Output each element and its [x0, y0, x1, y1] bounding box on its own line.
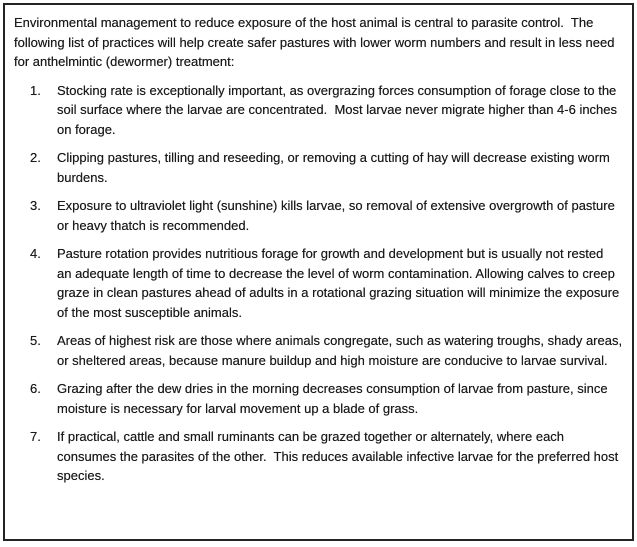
- document-border-box: [3, 3, 634, 541]
- list-item: [14, 196, 623, 235]
- practice-line: Grazing after the dew dries in the morning decreases consumption of larvae from pasture, since: [57, 381, 608, 396]
- list-item-number: 4.: [30, 246, 41, 261]
- list-item: [14, 331, 623, 370]
- list-item-text: [57, 244, 623, 322]
- practice-line: Exposure to ultraviolet light (sunshine) kills larvae, so removal of extensive overgrowth of pasture: [57, 198, 615, 213]
- practice-line: an adequate length of time to decrease the level of worm contamination. Allowing calves to creep: [57, 265, 615, 281]
- list-item-text: [57, 331, 623, 370]
- practice-line: of the most susceptible animals.: [57, 304, 242, 320]
- list-item: [14, 379, 623, 418]
- intro-line: for anthelmintic (dewormer) treatment:: [14, 54, 235, 69]
- list-item-number: 5.: [30, 333, 41, 348]
- list-item: [14, 244, 623, 322]
- practice-line: If practical, cattle and small ruminants can be grazed together or alternately, where each: [57, 429, 565, 444]
- list-item-text: [57, 427, 623, 486]
- practice-line: burdens.: [57, 169, 108, 185]
- practice-line: or sheltered areas, because manure buildup and high moisture are conducive to larvae survival.: [57, 352, 608, 368]
- list-item-number: 1.: [30, 82, 41, 98]
- list-item-text: [57, 196, 623, 235]
- practice-line: graze in clean pastures ahead of adults in a rotational grazing situation will minimize the exposure: [57, 285, 620, 300]
- practice-line: on forage.: [57, 121, 116, 137]
- practice-line: Stocking rate is exceptionally important, as overgrazing forces consumption of forage close to the: [57, 82, 617, 98]
- intro-line: Environmental management to reduce exposure of the host animal is central to parasite control. The: [14, 15, 594, 30]
- practice-line: moisture is necessary for larval movement up a blade of grass.: [57, 400, 419, 416]
- practice-line: or heavy thatch is recommended.: [57, 217, 250, 233]
- practice-line: Pasture rotation provides nutritious forage for growth and development but is usually not rested: [57, 246, 604, 261]
- list-item-number: 6.: [30, 381, 41, 396]
- practice-line: species.: [57, 468, 105, 483]
- list-item-text: [57, 81, 623, 140]
- list-item-number: 3.: [30, 198, 41, 213]
- list-item: [14, 81, 623, 140]
- intro-line: following list of practices will help create safer pastures with lower worm numbers and result in less need: [14, 34, 615, 50]
- list-item: [14, 427, 623, 486]
- practice-line: soil surface where the larvae are concentrated. Most larvae never migrate higher than 4-6 inches: [57, 102, 618, 117]
- list-item-number: 7.: [30, 429, 41, 444]
- list-item-number: 2.: [30, 150, 41, 165]
- practice-line: Clipping pastures, tilling and reseeding, or removing a cutting of hay will decrease existing worm: [57, 150, 610, 165]
- practices-list: [14, 81, 623, 486]
- list-item: [14, 148, 623, 187]
- intro-paragraph: [14, 13, 623, 72]
- practice-line: consumes the parasites of the other. This reduces available infective larvae for the preferred host: [57, 448, 619, 464]
- list-item-text: [57, 148, 623, 187]
- practice-line: Areas of highest risk are those where animals congregate, such as watering troughs, shady areas,: [57, 333, 623, 348]
- list-item-text: [57, 379, 623, 418]
